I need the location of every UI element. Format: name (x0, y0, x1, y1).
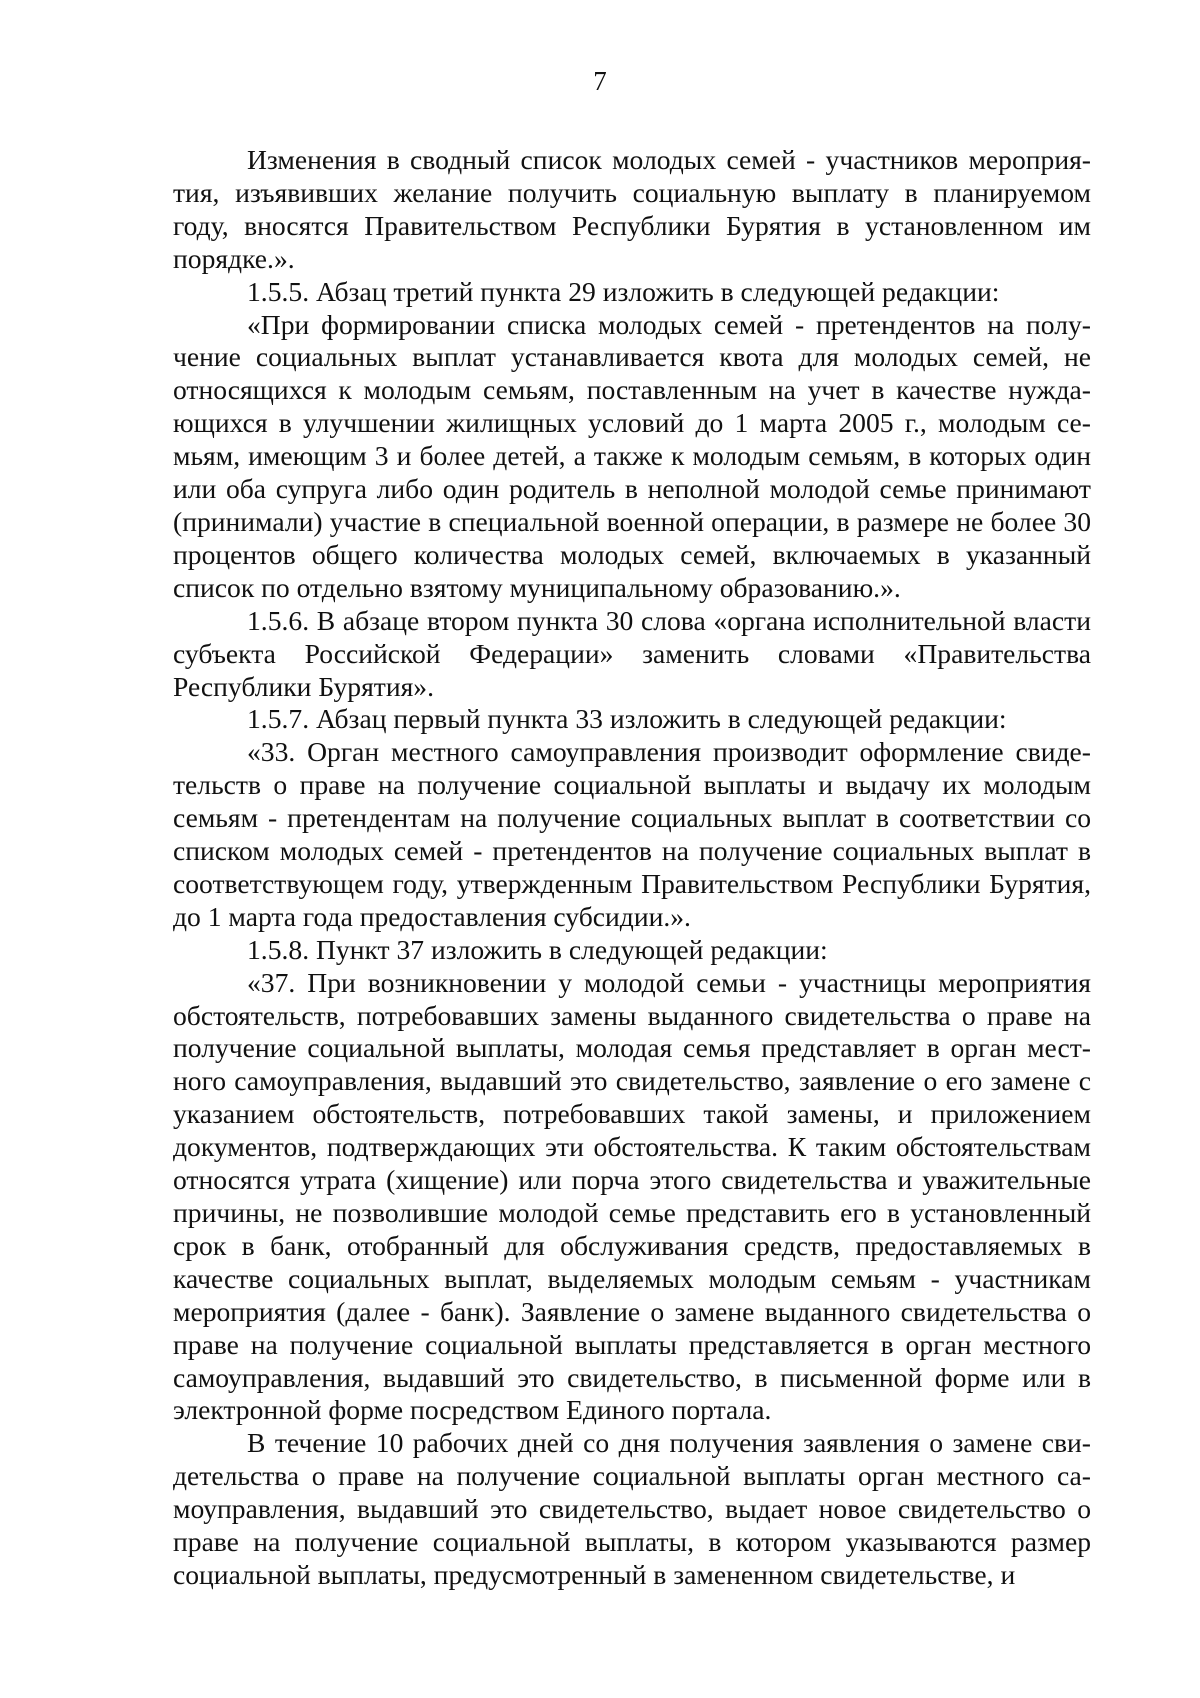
paragraph-1-5-6: 1.5.6. В абзаце втором пункта 30 слова «органа исполнительной власти субъекта Российской Федерации» заменить словами «Правительства Республики Бурятия». (173, 604, 1091, 702)
paragraph-quota: «При формировании списка молодых семей - претендентов на получение социальных выплат устанавливается квота для молодых семей, не относящихся к молодым семьям, поставленным на учет в качестве нуждающихся в улучшении жилищных условий до 1 марта 2005 г., молодым семьям, имеющим 3 и более детей, а также к молодым семьям, в которых один или оба супруга либо один родитель в неполной молодой семье принимают (принимали) участие в специальной военной операции, в размере не более 30 процентов общего количества молодых семей, включаемых в указанный список по отдельно взятому муниципальному образованию.». (173, 308, 1091, 603)
paragraph-1-5-8: 1.5.8. Пункт 37 изложить в следующей редакции: (247, 933, 828, 965)
paragraph-list-changes: Изменения в сводный список молодых семей - участников мероприятия, изъявивших желание получить социальную выплату в планируемом году, вносятся Правительством Республики Бурятия в установленном им порядке.». (173, 144, 1091, 274)
paragraph-1-5-7: 1.5.7. Абзац первый пункта 33 изложить в следующей редакции: (247, 703, 1007, 735)
page-number: 7 (593, 66, 607, 96)
document-body (173, 144, 1091, 1592)
paragraph-replacement-term: В течение 10 рабочих дней со дня получения заявления о замене свидетельства о праве на получение социальной выплаты орган местного самоуправления, выдавший это свидетельство, выдает новое свидетельство о праве на получение социальной выплаты, в котором указываются размер социальной выплаты, предусмотренный в замененном свидетельстве, и (173, 1427, 1091, 1590)
paragraph-1-5-5: 1.5.5. Абзац третий пункта 29 изложить в следующей редакции: (247, 275, 1000, 307)
paragraph-item-37: «37. При возникновении у молодой семьи - участницы мероприятия обстоятельств, потребовавших замены выданного свидетельства о праве на получение социальной выплаты, молодая семья представляет в орган местного самоуправления, выдавший это свидетельство, заявление о его замене с указанием обстоятельств, потребовавших такой замены, и приложением документов, подтверждающих эти обстоятельства. К таким обстоятельствам относятся утрата (хищение) или порча этого свидетельства и уважительные причины, не позволившие молодой семье представить его в установленный срок в банк, отобранный для обслуживания средств, предоставляемых в качестве социальных выплат, выделяемых молодым семьям - участникам мероприятия (далее - банк). Заявление о замене выданного свидетельства о праве на получение социальной выплаты представляется в орган местного самоуправления, выдавший это свидетельство, в письменной форме или в электронной форме посредством Единого портала. (173, 966, 1091, 1426)
paragraph-item-33: «33. Орган местного самоуправления производит оформление свидетельств о праве на получение социальной выплаты и выдачу их молодым семьям - претендентам на получение социальных выплат в соответствии со списком молодых семей - претендентов на получение социальных выплат в соответствующем году, утвержденным Правительством Республики Бурятия, до 1 марта года предоставления субсидии.». (173, 736, 1091, 932)
